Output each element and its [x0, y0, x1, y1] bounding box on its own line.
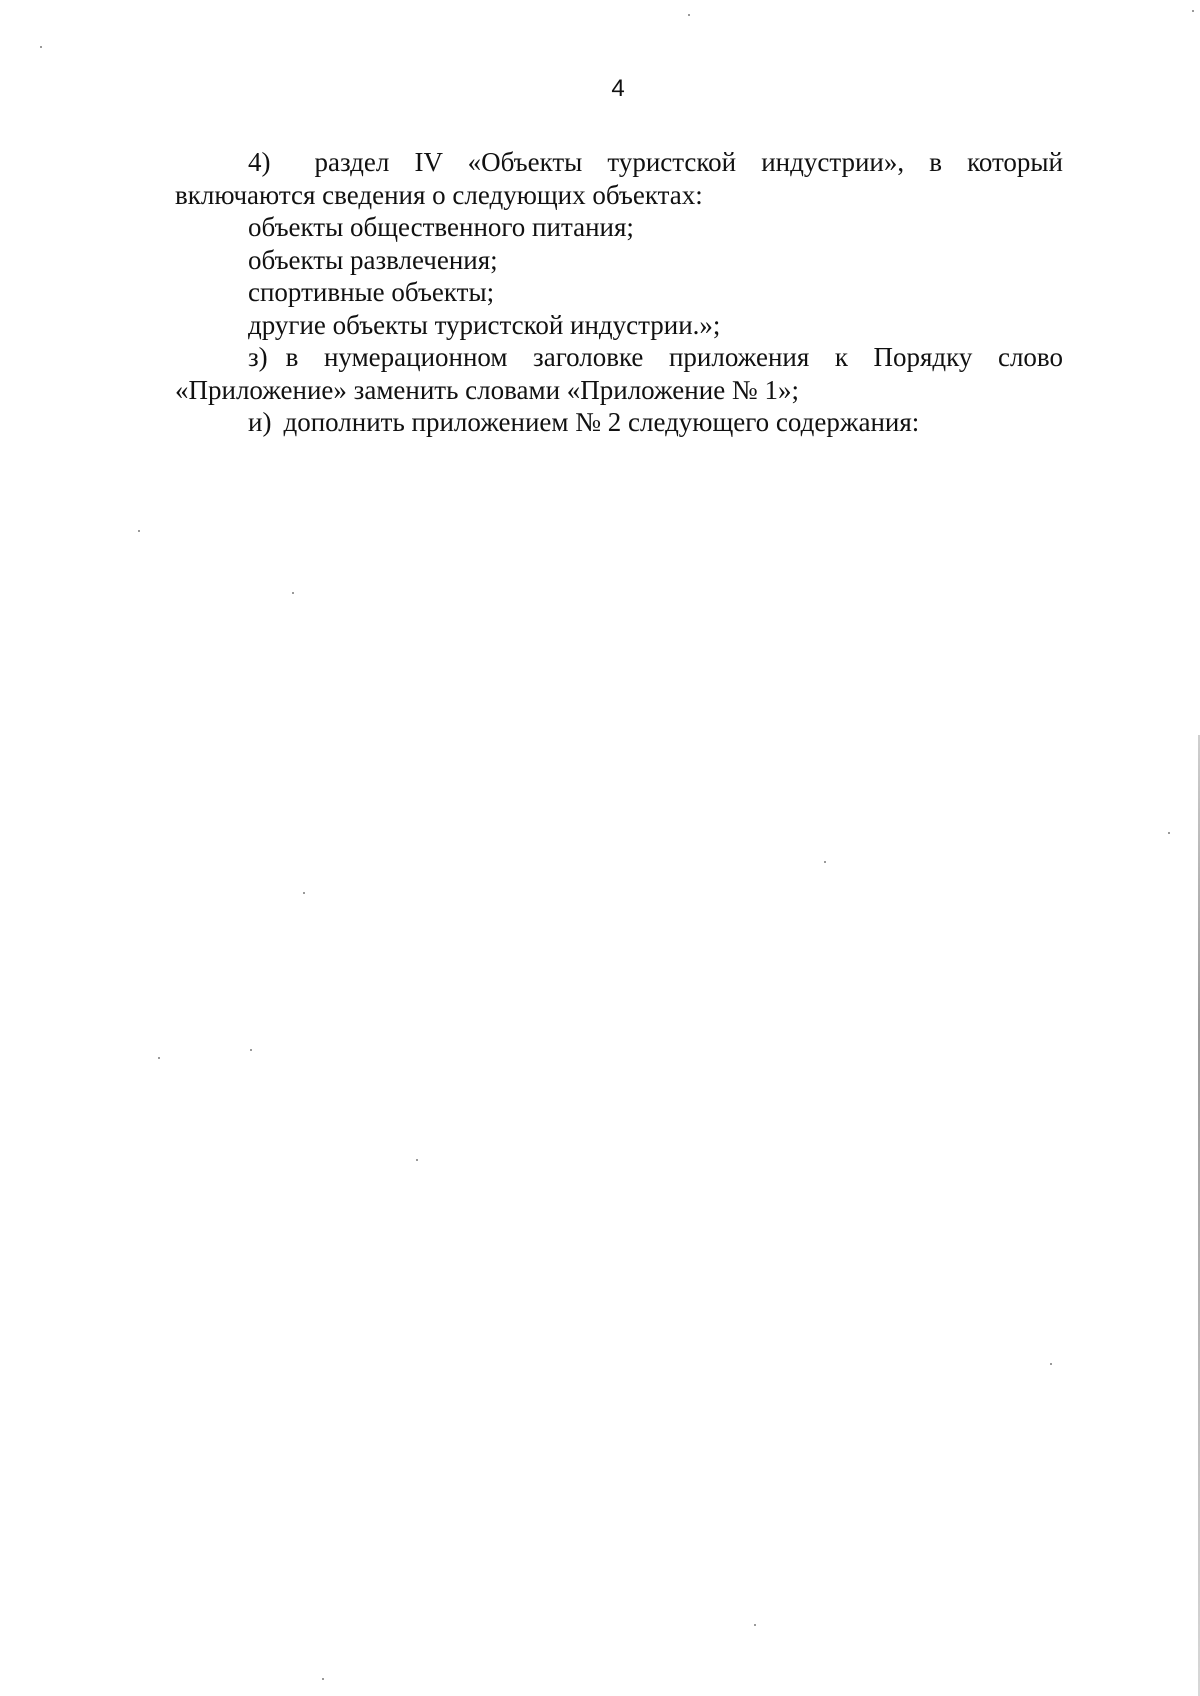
scan-speck: [824, 861, 826, 863]
scan-speck: [250, 1049, 252, 1051]
list-item: объекты развлечения;: [248, 244, 498, 275]
scan-speck: [138, 530, 140, 532]
scan-speck: [688, 14, 690, 16]
scan-speck: [1192, 10, 1194, 12]
scan-speck: [1050, 1363, 1052, 1365]
paragraph-text: дополнить приложением № 2 следующего содержания:: [283, 407, 920, 437]
document-body: [175, 146, 1063, 439]
scan-speck: [754, 1624, 756, 1626]
scan-speck: [158, 1057, 160, 1059]
paragraph-text: раздел IV «Объекты туристской индустрии», в который включаются сведения о следующих объектах:: [175, 147, 1063, 210]
list-item: объекты общественного питания;: [248, 212, 634, 242]
scan-speck: [40, 46, 42, 48]
scan-speck: [1168, 832, 1170, 834]
paragraph-marker: з): [248, 342, 268, 372]
paragraph-section-iv: [175, 146, 1063, 211]
page-number: 4: [611, 75, 625, 102]
paragraph-z: [175, 341, 1063, 406]
scan-speck: [416, 1159, 418, 1161]
list-item: другие объекты туристской индустрии.»;: [248, 309, 721, 340]
scan-speck: [303, 892, 305, 894]
paragraph-marker: и): [248, 407, 272, 437]
list-item: спортивные объекты;: [248, 277, 495, 307]
scan-speck: [322, 1678, 324, 1680]
paragraph-i: [175, 406, 1063, 439]
scan-speck: [292, 592, 294, 594]
paragraph-text: в нумерационном заголовке приложения к Порядку слово «Приложение» заменить словами «Приложение № 1»;: [175, 342, 1063, 405]
paragraph-marker: 4): [248, 147, 271, 177]
